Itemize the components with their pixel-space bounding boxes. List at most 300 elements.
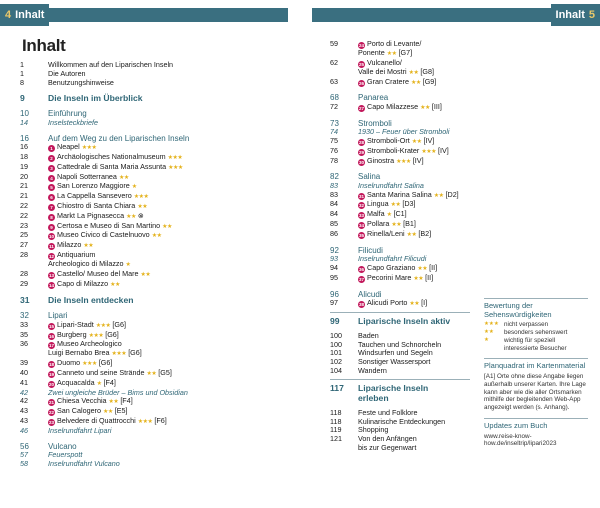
map-reference: [B1]: [403, 219, 416, 229]
page-number: 8: [20, 77, 24, 87]
toc-section: [330, 393, 470, 403]
right-page-number: 5: [588, 9, 595, 21]
toc-section: [20, 295, 290, 305]
page-number: [330, 444, 358, 453]
entry-line: [358, 444, 470, 453]
entry-title: Lingua: [367, 199, 389, 209]
entry-title: Filicudi: [358, 245, 383, 255]
header-right: [551, 4, 600, 26]
star-rating-icon: ★★: [391, 222, 402, 229]
map-reference: [D3]: [402, 199, 416, 209]
page-number: 72: [330, 101, 338, 111]
page-number: 119: [330, 425, 342, 435]
divider: [330, 312, 470, 313]
entry-title: Feuerspott: [48, 450, 83, 460]
sight-number-badge: 29: [358, 149, 364, 155]
star-rating-icon: ★★: [409, 301, 420, 308]
entry-line: [358, 299, 470, 309]
star-rating-icon: ★★: [411, 138, 422, 145]
sight-number-badge: 33: [358, 213, 364, 219]
sight-number-badge: 3: [48, 165, 55, 172]
page-number: 99: [330, 315, 340, 326]
entry-title: Windsurfen und Segeln: [358, 348, 433, 358]
toc-left-column: [20, 61, 290, 469]
legend-row: [484, 337, 588, 353]
entry-line: [358, 393, 470, 403]
entry-title: Valle dei Mostri: [358, 66, 407, 76]
page-number: 1: [20, 68, 24, 78]
page-number: 92: [330, 245, 339, 255]
page-number: 59: [330, 39, 338, 48]
entry-title: Gran Cratere: [367, 76, 409, 86]
sight-number-badge: 31: [358, 193, 364, 199]
page-number: 35: [20, 329, 28, 339]
map-reference: [G9]: [422, 76, 437, 86]
sight-number-badge: 34: [358, 223, 364, 229]
plan-text: [A1] Orte ohne diese Angabe liegen außerhalb unserer Karten. Ihre Lage kann aber wie die aller Ortsmarken mithilfe der begleitenden Web-App angezeigt werden (s. Anhang).: [484, 372, 586, 412]
page-number: 75: [330, 135, 338, 145]
sight-number-badge: 38: [358, 302, 364, 308]
page-number: 104: [330, 366, 342, 376]
map-reference: [G6]: [98, 358, 113, 368]
entry-line: [48, 93, 290, 103]
page-number: 29: [20, 278, 28, 288]
map-reference: [B2]: [418, 228, 432, 238]
entry-title: Antiquarium: [57, 249, 96, 259]
left-header-title: Inhalt: [15, 9, 45, 21]
entry-title: Baden: [358, 330, 379, 340]
entry-title: Feste und Folklore: [358, 407, 418, 417]
entry-title: Vulcanello/: [367, 57, 402, 67]
sight-number-badge: 30: [358, 159, 364, 165]
toc-right-column: [330, 40, 470, 453]
toc-section: [330, 383, 470, 393]
map-reference: [G5]: [158, 368, 172, 378]
entry-title: Burgberg: [57, 329, 87, 339]
page-number: 20: [20, 171, 28, 181]
entry-title: Rinella/Leni: [367, 228, 405, 238]
entry-line: [48, 134, 290, 144]
page-number: 22: [20, 200, 28, 210]
star-icon: ★★★: [484, 321, 499, 328]
entry-title: bis zur Gegenwart: [358, 443, 417, 453]
sight-number-badge: 12: [48, 253, 54, 259]
entry-title: 1930 – Feuer über Stromboli: [358, 127, 450, 137]
toc-entry: [20, 427, 290, 436]
entry-title: Stromboli: [358, 118, 392, 128]
entry-title: Napoli Sotterranea: [57, 171, 117, 181]
star-rating-icon: ★★: [118, 174, 129, 181]
map-reference: [G6]: [128, 348, 142, 358]
page-number: 117: [330, 382, 344, 393]
star-rating-icon: ★★★: [421, 148, 436, 155]
entry-title: Lipari-Stadt: [57, 319, 94, 329]
updates-note: [484, 418, 588, 448]
page-number: 16: [20, 142, 28, 152]
sight-number-badge: 14: [48, 282, 54, 288]
entry-line: [48, 119, 290, 128]
sight-number-badge: 24: [358, 43, 364, 48]
page-number: 23: [20, 220, 28, 230]
page-number: 9: [20, 93, 25, 104]
entry-title: Alicudi: [358, 289, 382, 299]
sight-number-badge: 7: [48, 204, 55, 211]
page-number: 121: [330, 434, 342, 444]
entry-line: [48, 442, 290, 452]
page-number: 100: [330, 339, 342, 349]
entry-title: Panarea: [358, 93, 389, 103]
sight-number-badge: 10: [48, 234, 54, 240]
rating-title: Bewertung der Sehenswürdigkeiten: [484, 301, 552, 319]
page-number: 14: [20, 117, 28, 127]
page-number: 82: [330, 172, 339, 182]
entry-title: Cattedrale di Santa Maria Assunta: [57, 161, 167, 171]
entry-title: Stromboli-Krater: [367, 145, 420, 155]
rating-legend: [484, 298, 588, 352]
page-number: 56: [20, 441, 29, 451]
page-number: 16: [20, 133, 29, 143]
page-number: 73: [330, 118, 339, 128]
star-rating-icon: ★★★: [133, 194, 149, 201]
right-header-title: Inhalt: [555, 9, 585, 21]
star-rating-icon: ★★★: [88, 332, 104, 339]
entry-title: Die Autoren: [48, 68, 86, 78]
sight-number-badge: 5: [48, 184, 55, 191]
toc-entry: [20, 460, 290, 469]
entry-title: Zwei ungleiche Brüder – Bims und Obsidian: [48, 387, 188, 397]
page-number: 25: [20, 230, 28, 240]
star-rating-icon: ★: [386, 212, 392, 219]
entry-title: Pollara: [367, 219, 390, 229]
entry-title: Willkommen auf den Liparischen Inseln: [48, 60, 174, 69]
page-number: 1: [20, 60, 24, 69]
page-number: 33: [20, 319, 28, 329]
page-number: 118: [330, 407, 342, 417]
entry-line: [358, 230, 470, 240]
sight-number-badge: 16: [48, 333, 54, 339]
page-number: 39: [20, 358, 28, 368]
star-rating-icon: ★★: [126, 213, 136, 220]
entry-title: Stromboli-Ort: [367, 135, 410, 145]
page-number: 93: [330, 254, 338, 264]
sight-number-badge: 15: [48, 323, 54, 329]
page-number: 100: [330, 330, 342, 340]
entry-title: Neapel: [57, 142, 80, 152]
legend-row: [484, 321, 588, 329]
star-rating-icon: ★★★: [95, 322, 111, 329]
page-number: 18: [20, 151, 28, 161]
page-number: 96: [330, 289, 339, 299]
sight-number-badge: 4: [48, 175, 55, 182]
toc-entry: [330, 418, 470, 427]
entry-title: Die Inseln entdecken: [48, 295, 134, 306]
legend-row: [484, 329, 588, 337]
star-rating-icon: ★: [131, 184, 137, 191]
star-rating-icon: ★★: [83, 243, 94, 250]
sight-number-badge: 23: [48, 420, 54, 426]
sight-number-badge: 22: [48, 410, 54, 416]
page-number: 27: [20, 240, 28, 250]
entry-title: Markt La Pignasecca: [57, 210, 125, 220]
entry-title: Inselsteckbriefe: [48, 117, 98, 127]
entry-title: Liparische Inseln: [358, 382, 429, 393]
star-icon: ★★: [484, 328, 494, 335]
entry-title: Museo Archeologico: [57, 339, 122, 349]
entry-line: [358, 274, 470, 284]
entry-line: [48, 231, 290, 241]
entry-title: Milazzo: [57, 240, 82, 250]
entry-line: [358, 157, 470, 167]
entry-title: Ginostra: [367, 155, 395, 165]
star-icon: ★: [484, 336, 489, 343]
legend-sidebox: [484, 298, 588, 454]
page-number: 95: [330, 272, 338, 282]
star-rating-icon: ★★: [417, 265, 428, 272]
toc-entry: [330, 230, 470, 240]
star-rating-icon: ★★★: [168, 164, 183, 171]
page-number: 84: [330, 209, 338, 219]
sight-number-badge: 8: [48, 214, 55, 221]
star-rating-icon: ★★: [108, 399, 119, 406]
star-rating-icon: ★★: [420, 104, 430, 111]
page-title: Inhalt: [22, 36, 66, 55]
entry-line: [48, 295, 290, 305]
star-rating-icon: ★★: [137, 203, 148, 210]
entry-title: Vulcano: [48, 441, 77, 451]
entry-title: Santa Marina Salina: [367, 189, 432, 199]
entry-line: [358, 316, 470, 326]
star-rating-icon: ★: [96, 380, 102, 387]
page-number: 85: [330, 219, 338, 229]
entry-title: Capo Graziano: [367, 262, 416, 272]
entry-line: [358, 78, 470, 88]
entry-line: [48, 79, 290, 88]
divider: [484, 298, 588, 299]
page-number: 19: [20, 161, 28, 171]
sight-number-badge: 25: [358, 61, 364, 67]
map-reference: [G8]: [420, 66, 434, 76]
star-rating-icon: ★★: [386, 51, 397, 57]
entry-title: Inselrundfahrt Salina: [358, 180, 424, 190]
sight-number-badge: 11: [49, 244, 54, 250]
star-rating-icon: ★★★: [396, 158, 411, 165]
entry-title: Alicudi Porto: [367, 298, 408, 308]
entry-title: La Cappella Sansevero: [57, 191, 132, 201]
sight-number-badge: 37: [358, 276, 364, 282]
legend-text: besonders sehenswert: [504, 328, 568, 336]
page-number: 46: [20, 425, 28, 435]
map-reference: [G6]: [105, 329, 119, 339]
map-reference: [F4]: [120, 396, 133, 406]
entry-title: Certosa e Museo di San Martino: [57, 220, 161, 230]
entry-title: Luigi Bernabo Brea: [48, 348, 110, 358]
entry-title: Belvedere di Quattrocchi: [57, 416, 136, 426]
entry-title: Museo Civico di Castelnuovo: [57, 230, 150, 240]
page-number: 43: [20, 406, 28, 416]
star-rating-icon: ★★★: [81, 145, 97, 152]
page-number: 97: [330, 298, 338, 308]
entry-title: Capo Milazzese: [367, 101, 419, 111]
map-reference: [F4]: [103, 377, 116, 387]
toc-entry: [330, 191, 470, 201]
sight-number-badge: 2: [48, 155, 55, 162]
sight-number-badge: 17: [48, 343, 54, 349]
page-number: 42: [20, 396, 28, 406]
page-number: 28: [20, 249, 28, 259]
toc-entry: [330, 367, 470, 376]
page-number: 31: [20, 295, 30, 306]
entry-title: Tauchen und Schnorcheln: [358, 339, 442, 349]
page-number: 83: [330, 180, 338, 190]
sight-number-badge: 32: [358, 203, 364, 209]
entry-line: [48, 280, 290, 290]
divider: [484, 358, 588, 359]
sight-number-badge: 18: [48, 362, 54, 368]
toc-entry: [330, 358, 470, 367]
entry-line: [48, 349, 290, 359]
page-number: 21: [20, 191, 28, 201]
entry-title: Inselrundfahrt Filicudi: [358, 254, 427, 264]
page-number: 68: [330, 93, 339, 103]
map-reference: [G6]: [112, 319, 126, 329]
sight-number-badge: 27: [358, 105, 364, 111]
entry-title: San Lorenzo Maggiore: [57, 181, 130, 191]
toc-entry: [330, 274, 470, 284]
map-reference: ⊗: [137, 210, 144, 220]
page-number: 10: [20, 109, 29, 119]
sight-number-badge: 20: [48, 381, 54, 387]
entry-title: Capo di Milazzo: [57, 278, 109, 288]
divider: [330, 379, 470, 380]
toc-entry: [330, 78, 470, 88]
star-rating-icon: ★★★: [137, 419, 153, 426]
header-left: [0, 4, 49, 26]
toc-entry: [330, 157, 470, 167]
entry-title: Auf dem Weg zu den Liparischen Inseln: [48, 133, 190, 143]
star-rating-icon: ★★: [146, 371, 157, 378]
star-rating-icon: ★★★: [82, 361, 97, 368]
page-number: 86: [330, 228, 338, 238]
map-reference: [II]: [425, 272, 434, 282]
star-rating-icon: ★★: [410, 79, 421, 86]
toc-section: [330, 316, 470, 326]
entry-title: Castello/ Museo del Mare: [57, 268, 139, 278]
map-reference: [F6]: [154, 416, 167, 426]
map-reference: [G7]: [398, 48, 413, 57]
map-reference: [II]: [429, 262, 438, 272]
sight-number-badge: 26: [358, 80, 364, 86]
entry-title: Archeologico di Milazzo: [48, 258, 124, 268]
page-number: 21: [20, 181, 28, 191]
star-rating-icon: ★★: [413, 275, 424, 282]
star-rating-icon: ★★: [406, 231, 417, 238]
sight-number-badge: 1: [48, 145, 55, 152]
map-reference: [IV]: [423, 135, 435, 145]
entry-title: Canneto und seine Strände: [57, 368, 145, 378]
plan-title: Planquadrat im Kartenmaterial: [484, 361, 586, 371]
sight-number-badge: 19: [48, 372, 54, 378]
page-number: 41: [20, 377, 28, 387]
divider: [484, 418, 588, 419]
page-number: 42: [20, 387, 28, 397]
entry-title: Shopping: [358, 425, 389, 435]
entry-title: Acquacalda: [57, 377, 95, 387]
toc-entry: [20, 280, 290, 290]
entry-title: Lipari: [48, 311, 68, 321]
map-reference: [IV]: [412, 155, 424, 165]
entry-title: Von den Anfängen: [358, 434, 417, 444]
star-rating-icon: ★★: [408, 69, 419, 76]
entry-title: Chiesa Vecchia: [57, 396, 107, 406]
toc-entry: [20, 119, 290, 128]
entry-title: Porto di Levante/: [367, 39, 422, 48]
entry-title: Liparische Inseln aktiv: [358, 315, 451, 326]
page-number: 62: [330, 57, 338, 67]
entry-title: Ponente: [358, 48, 385, 57]
sight-number-badge: 21: [48, 400, 54, 406]
map-reference: [I]: [421, 298, 428, 308]
star-rating-icon: ★★: [151, 233, 162, 240]
page-number: 102: [330, 357, 342, 367]
entry-title: erleben: [358, 392, 389, 403]
sight-number-badge: 28: [358, 139, 364, 145]
toc-entry: [330, 210, 470, 220]
page-number: 57: [20, 450, 28, 460]
entry-title: Duomo: [57, 358, 81, 368]
page-number: 43: [20, 416, 28, 426]
toc-entry: [330, 103, 470, 113]
page-number: 32: [20, 311, 29, 321]
toc-entry: [330, 299, 470, 309]
map-reference: [C1]: [393, 209, 407, 219]
sight-number-badge: 9: [48, 224, 55, 231]
entry-title: Salina: [358, 172, 381, 182]
star-rating-icon: ★★: [390, 202, 401, 209]
map-reference: [III]: [431, 101, 442, 111]
page-number: 63: [330, 76, 338, 86]
entry-title: Einführung: [48, 109, 87, 119]
entry-title: Kulinarische Entdeckungen: [358, 416, 446, 426]
page-number: 76: [330, 145, 338, 155]
map-reference: [E5]: [114, 406, 128, 416]
star-rating-icon: ★★★: [111, 351, 127, 358]
entry-title: Chiostro di Santa Chiara: [57, 200, 136, 210]
map-reference: [IV]: [437, 145, 449, 155]
updates-url: www.reise-know-how.de/inseltrip/lipari2023: [484, 432, 557, 448]
entry-line: [358, 103, 470, 113]
star-rating-icon: ★★★: [167, 154, 183, 161]
page-number: 118: [330, 416, 342, 426]
page-number: 101: [330, 348, 342, 358]
entry-title: San Calogero: [57, 406, 101, 416]
sight-number-badge: 35: [358, 232, 364, 238]
map-grid-note: [484, 358, 588, 412]
left-page-number: 4: [5, 9, 12, 21]
entry-line: [48, 460, 290, 469]
entry-title: Wandern: [358, 366, 387, 376]
star-rating-icon: ★: [125, 261, 131, 268]
entry-title: Pecorini Mare: [367, 272, 412, 282]
entry-title: Benutzungshinweise: [48, 77, 114, 87]
entry-title: Inselrundfahrt Vulcano: [48, 458, 120, 468]
toc-entry: [20, 79, 290, 88]
page-number: 36: [20, 339, 28, 349]
page-number: 22: [20, 210, 28, 220]
sight-number-badge: 36: [358, 266, 364, 272]
entry-title: Malfa: [367, 209, 385, 219]
page-number: 78: [330, 155, 338, 165]
sight-number-badge: 13: [48, 272, 54, 278]
